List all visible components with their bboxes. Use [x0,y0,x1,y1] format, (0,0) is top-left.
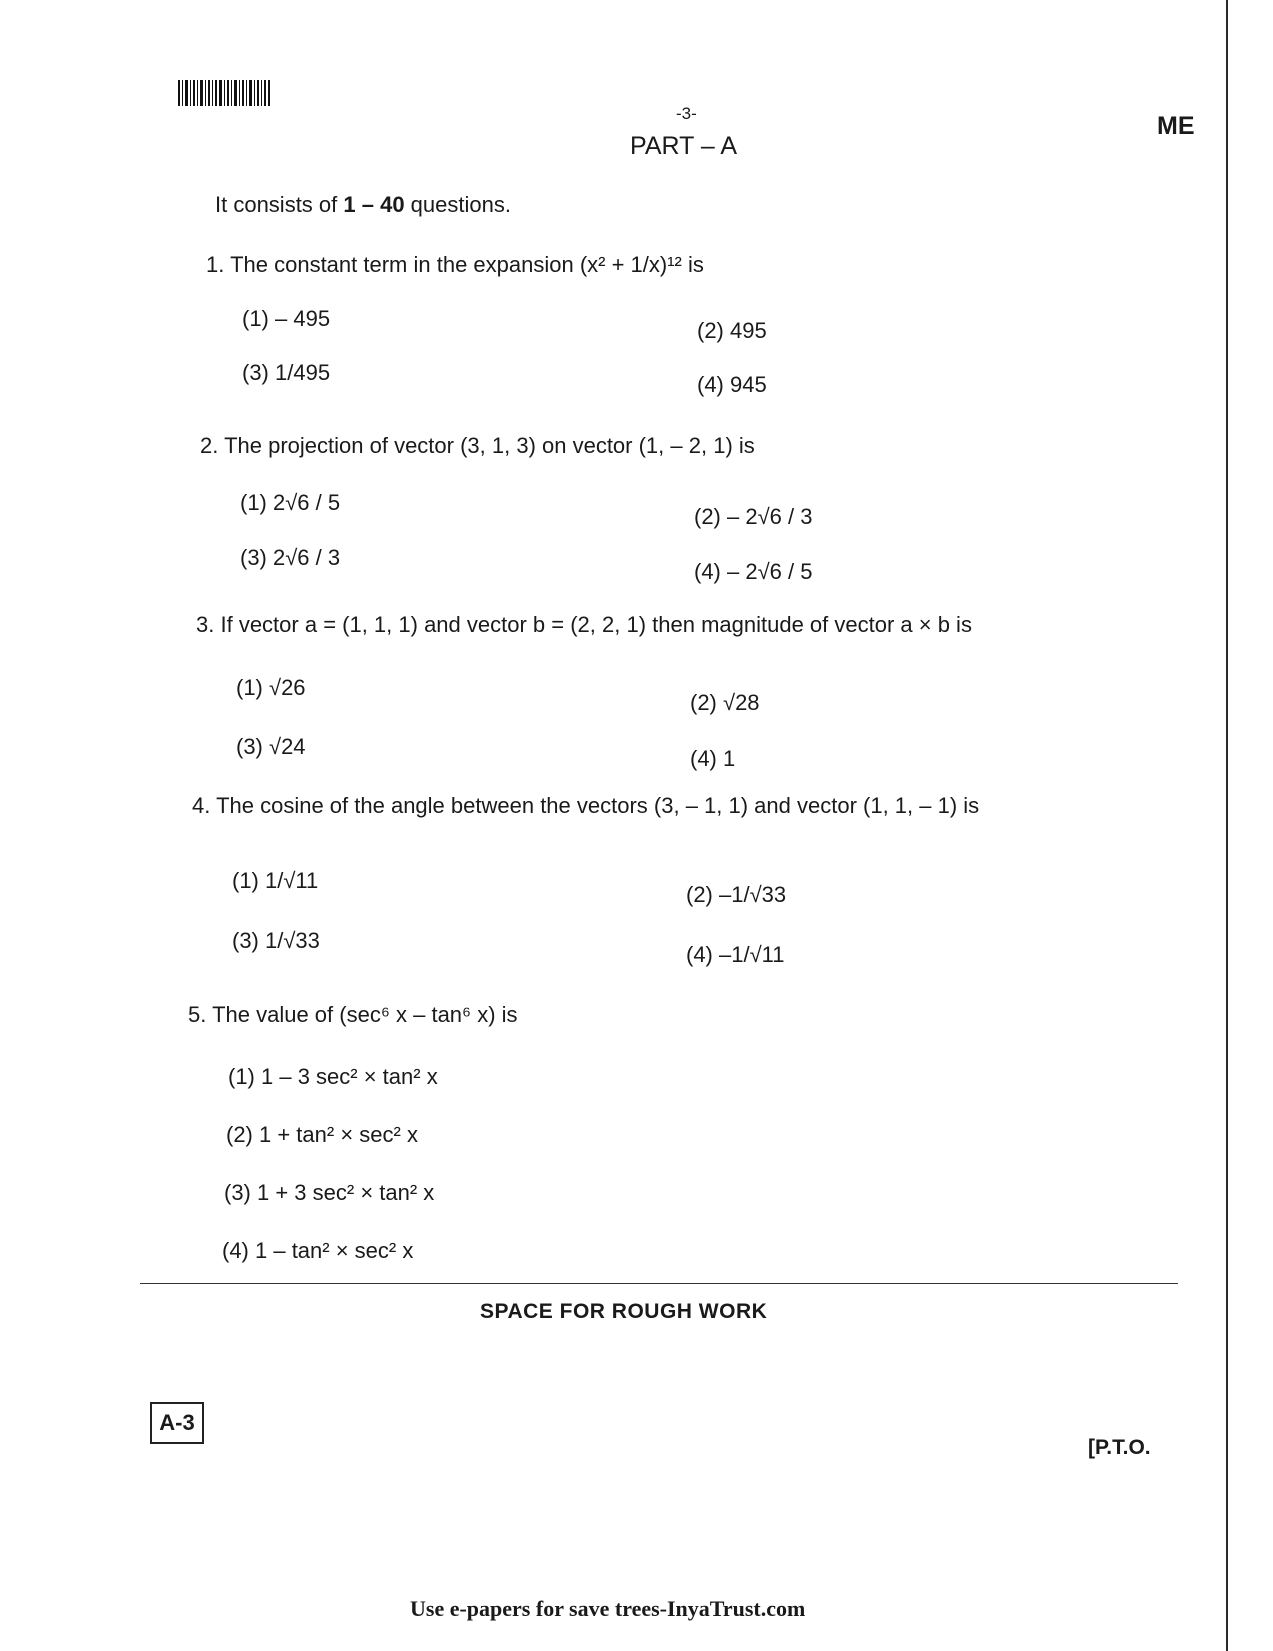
question-3 [196,612,972,638]
q4-option-1: (1) 1/√11 [232,868,319,893]
question-number: 5. [188,1002,207,1027]
question-text: The projection of vector (3, 1, 3) on vector (1, – 2, 1) is [224,433,755,458]
q5-option-3: (3) 1 + 3 sec² × tan² x [224,1180,435,1205]
footer-note: Use e-papers for save trees-InyaTrust.com [410,1596,806,1621]
question-1 [206,252,704,278]
q5-option-1: (1) 1 – 3 sec² × tan² x [228,1064,438,1089]
part-title: PART – A [630,132,738,160]
divider-line [140,1283,1178,1284]
question-range: 1 – 40 [343,192,405,217]
barcode [178,80,270,106]
pto-label: [P.T.O. [1088,1436,1151,1459]
question-number: 3. [196,612,215,637]
question-text: If vector a = (1, 1, 1) and vector b = (2, 2, 1) then magnitude of vector a × b is [220,612,972,637]
q3-option-3: (3) √24 [236,734,306,759]
page-box: A-3 [150,1402,204,1444]
question-number: 2. [200,433,219,458]
q5-option-2: (2) 1 + tan² × sec² x [226,1122,418,1147]
question-text: The cosine of the angle between the vectors (3, – 1, 1) and vector (1, 1, – 1) is [216,793,980,818]
q3-option-4: (4) 1 [690,746,736,771]
q2-option-3: (3) 2√6 / 3 [240,545,341,570]
question-5 [188,1002,518,1028]
q3-option-1: (1) √26 [236,675,306,700]
q2-option-2: (2) – 2√6 / 3 [694,504,813,529]
rough-work-label: SPACE FOR ROUGH WORK [480,1300,768,1323]
q1-option-4: (4) 945 [697,372,767,397]
q4-option-4: (4) –1/√11 [686,942,785,967]
q4-option-2: (2) –1/√33 [686,882,787,907]
q5-option-4: (4) 1 – tan² × sec² x [222,1238,414,1263]
q1-option-1: (1) – 495 [242,306,331,331]
q3-option-2: (2) √28 [690,690,760,715]
q4-option-3: (3) 1/√33 [232,928,320,953]
question-number: 1. [206,252,225,277]
page-number: -3- [676,104,697,123]
q2-option-4: (4) – 2√6 / 5 [694,559,813,584]
q1-option-2: (2) 495 [697,318,767,343]
question-text: The constant term in the expansion (x² + 1/x)¹² is [230,252,704,277]
q1-option-3: (3) 1/495 [242,360,331,385]
intro-text: It consists of 1 – 40 questions. [215,192,511,217]
page-edge [1226,0,1228,1651]
question-4 [192,793,979,819]
question-text: The value of (sec⁶ x – tan⁶ x) is [212,1002,518,1027]
paper-code: ME [1157,112,1195,140]
q2-option-1: (1) 2√6 / 5 [240,490,341,515]
question-number: 4. [192,793,211,818]
question-2 [200,433,755,459]
